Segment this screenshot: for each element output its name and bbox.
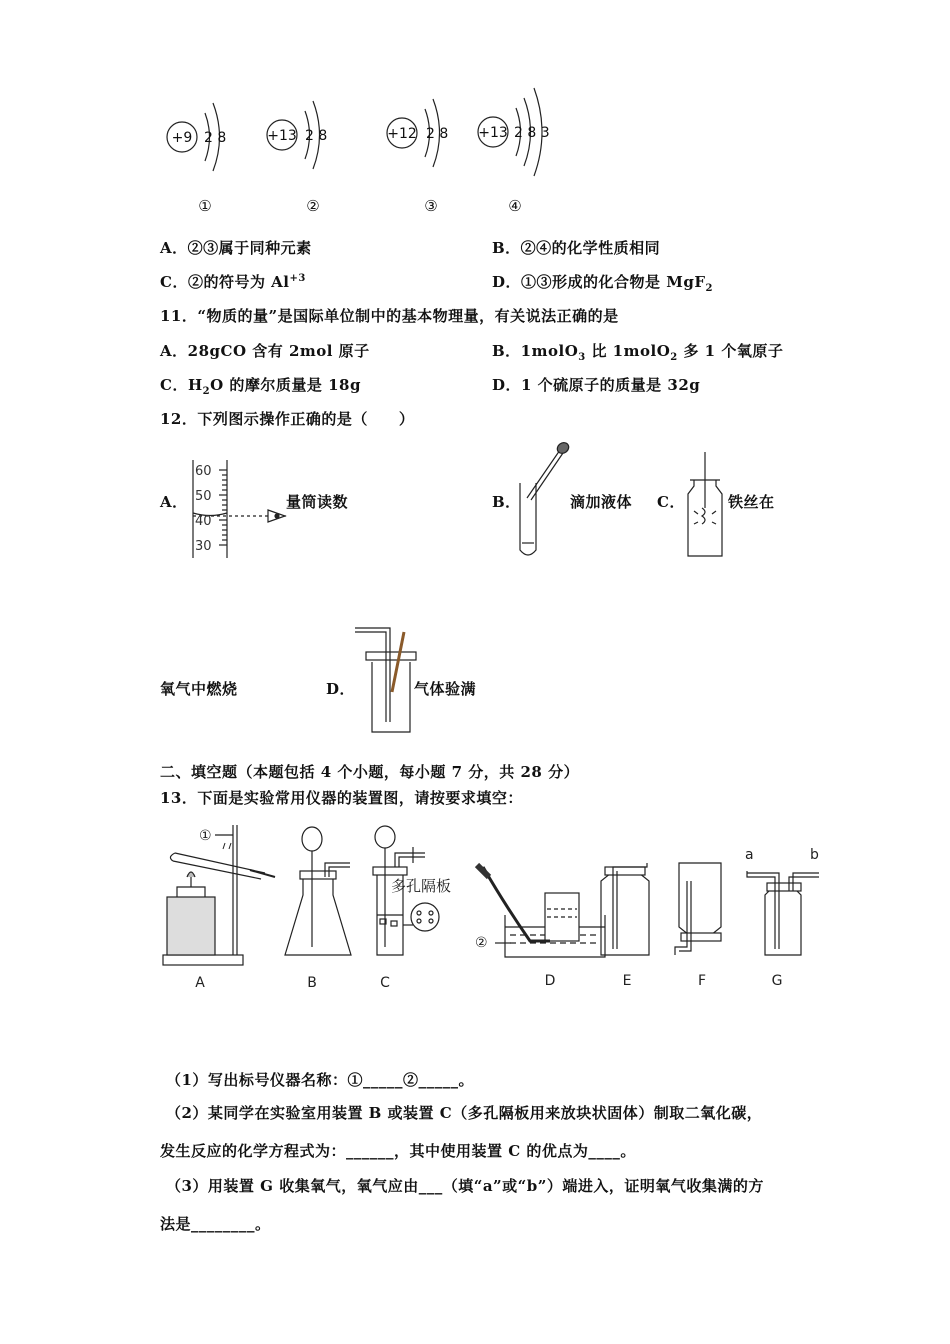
cylinder-tick: 40	[195, 514, 212, 529]
q11-option-c: C．$H_2O$ 的摩尔质量是 18g	[160, 376, 361, 397]
iron-wire-bottle	[680, 448, 730, 560]
apparatus-label: G	[771, 973, 783, 989]
apparatus-a-base	[163, 955, 243, 965]
apparatus-label: D	[544, 973, 556, 989]
q13-stem: 13．下面是实验常用仪器的装置图，请按要求填空：	[160, 789, 523, 807]
q13-part-3-line1: （3）用装置 G 收集氧气，氧气应由___（填“a”或“b”）端进入，证明氧气收集满的方	[166, 1177, 764, 1195]
atom-number: ③	[424, 197, 438, 215]
cylinder-tick: 60	[195, 464, 212, 479]
q12-option-c-text: 铁丝在	[728, 493, 775, 511]
shell-electrons: 2 8 3	[514, 125, 550, 141]
porous-plate-icon	[411, 903, 439, 931]
atom-number: ④	[508, 197, 522, 215]
q12-option-b-letter: B．	[492, 493, 521, 511]
q12-stem: 12．下列图示操作正确的是（ ）	[160, 410, 415, 428]
g-port-b: b	[810, 847, 819, 863]
nucleus-charge: +12	[387, 126, 417, 142]
atom-number: ②	[306, 197, 320, 215]
q10-option-d: D．①③形成的化合物是 MgF$_2$	[492, 273, 713, 294]
q13-part-1: （1）写出标号仪器名称：①_____②_____。	[166, 1071, 474, 1089]
apparatus-a-lamp-block	[167, 897, 215, 955]
gas-collection-bottle	[352, 622, 422, 737]
cylinder-tick: 30	[195, 539, 212, 554]
q12-option-a-letter: A．	[160, 493, 188, 511]
apparatus-f-bottle	[679, 863, 721, 935]
q13-part-2-line2: 发生反应的化学方程式为：______，其中使用装置 C 的优点为____。	[160, 1142, 636, 1160]
dropper-test-tube	[512, 438, 572, 563]
porous-plate-label: 多孔隔板	[391, 877, 452, 895]
section-two-heading: 二、填空题（本题包括 4 个小题，每小题 7 分，共 28 分）	[160, 763, 580, 781]
nucleus-charge: +13	[478, 125, 508, 141]
shell-electrons: 2 8	[426, 126, 449, 142]
apparatus-label: F	[697, 973, 707, 989]
lab-apparatus-figure	[155, 815, 835, 995]
q10-option-c: C．②的符号为 $Al^{+3}$	[160, 273, 306, 291]
q12-option-a-text: 量筒读数	[286, 493, 349, 511]
q11-option-d: D．1 个硫原子的质量是 32g	[492, 376, 701, 394]
q11-option-a: A．28gCO 含有 2mol 原子	[160, 342, 370, 360]
q12-option-d-text: 气体验满	[414, 680, 477, 698]
q13-part-2-line1: （2）某同学在实验室用装置 B 或装置 C（多孔隔板用来放块状固体）制取二氧化碳，	[166, 1104, 763, 1122]
shell-electrons: 2 8	[305, 128, 328, 144]
q12-option-c-letter: C．	[657, 493, 685, 511]
apparatus-label: C	[380, 975, 390, 991]
q10-option-a: A．②③属于同种元素	[160, 239, 312, 257]
atom-structure-diagrams	[150, 85, 570, 220]
apparatus-e-bottle	[601, 873, 649, 955]
q11-stem: 11．“物质的量”是国际单位制中的基本物理量，有关说法正确的是	[160, 307, 619, 325]
nucleus-charge: +9	[171, 130, 193, 146]
apparatus-label: A	[195, 975, 205, 991]
atom-number: ①	[198, 197, 212, 215]
marker-one: ①	[199, 828, 212, 844]
shell-electrons: 2 8	[204, 130, 227, 146]
marker-two: ②	[475, 935, 488, 951]
q12-option-d-letter: D．	[326, 680, 356, 698]
g-port-a: a	[745, 847, 754, 863]
graduated-cylinder-reading	[185, 458, 295, 563]
nucleus-charge: +13	[267, 128, 297, 144]
apparatus-label: B	[307, 975, 317, 991]
apparatus-g-bottle	[765, 887, 801, 955]
q10-option-b: B．②④的化学性质相同	[492, 239, 661, 257]
cylinder-tick: 50	[195, 489, 212, 504]
q11-option-b: B．1molO$_3$ 比 1molO$_2$ 多 1 个氧原子	[492, 342, 784, 363]
apparatus-label: E	[622, 973, 632, 989]
q13-part-3-line2: 法是________。	[160, 1215, 271, 1233]
q12-option-c-text-cont: 氧气中燃烧	[160, 680, 238, 698]
q12-option-b-text: 滴加液体	[570, 493, 633, 511]
apparatus-b-flask	[285, 877, 351, 955]
